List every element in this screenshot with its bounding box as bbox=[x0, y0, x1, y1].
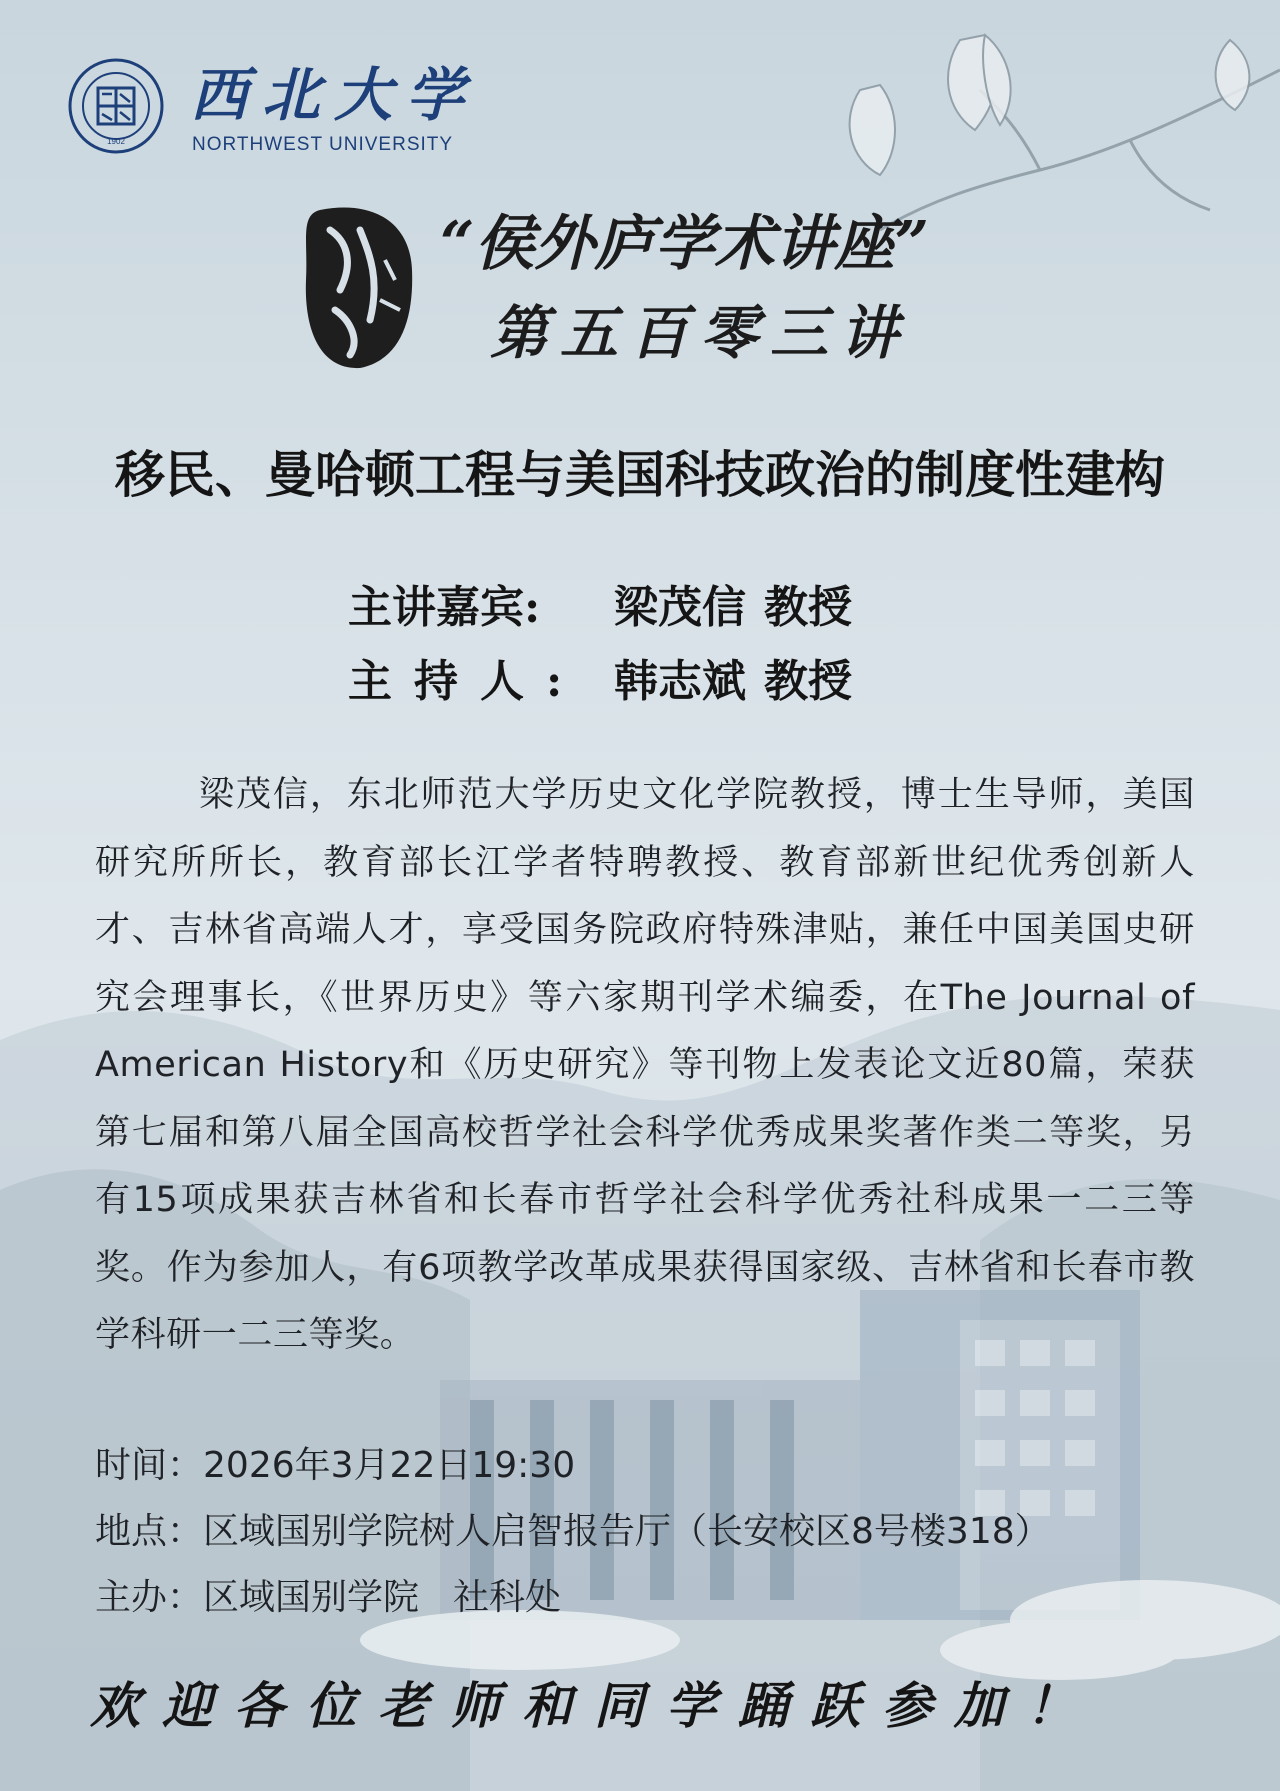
place-label: 地点： bbox=[95, 1511, 204, 1552]
organizer-2: 社科处 bbox=[453, 1577, 562, 1618]
host-name: 韩志斌 bbox=[614, 656, 746, 707]
university-seal-icon bbox=[68, 58, 164, 154]
time-label: 时间： bbox=[95, 1445, 204, 1486]
place-value: 区域国别学院树人启智报告厅（长安校区8号楼318） bbox=[203, 1511, 1051, 1552]
lecture-series-number: 第五百零三讲 bbox=[489, 299, 910, 367]
organizer-1: 区域国别学院 bbox=[203, 1577, 420, 1618]
welcome-message: 欢迎各位老师和同学踊跃参加！ bbox=[90, 1676, 1098, 1735]
seal-year: 1902 bbox=[107, 137, 125, 146]
university-logo bbox=[68, 58, 488, 158]
university-name-en: NORTHWEST UNIVERSITY bbox=[192, 134, 454, 155]
time-value: 2026年3月22日19:30 bbox=[203, 1445, 576, 1486]
place-line bbox=[95, 1502, 1215, 1562]
organizer-line bbox=[95, 1568, 1215, 1628]
speaker-bio: 梁茂信，东北师范大学历史文化学院教授，博士生导师，美国研究所所长，教育部长江学者特聘教授、教育部新世纪优秀创新人才、吉林省高端人才，享受国务院政府特殊津贴，兼任中国美国史研究会理事长，《世界历史》等六家期刊学术编委，在The Journal of American History和《历史研究》等刊物上发表论文近80篇，荣获第七届和第八届全国高校哲学社会科学优秀成果奖著作类二等奖，另有15项成果获吉林省和长春市哲学社会科学优秀社科成果一二三等奖。作为参加人，有6项教学改革成果获得国家级、吉林省和长春市教学科研一二三等奖。 bbox=[95, 775, 1195, 1355]
host-label: 主持人: bbox=[348, 656, 585, 707]
speaker-line bbox=[348, 578, 948, 638]
university-name-cn: 西北大学 bbox=[190, 61, 479, 129]
speaker-name: 梁茂信 bbox=[614, 582, 746, 633]
time-line bbox=[95, 1436, 1215, 1496]
host-line bbox=[348, 652, 948, 712]
host-title: 教授 bbox=[764, 656, 852, 707]
speaker-label: 主讲嘉宾: bbox=[348, 582, 541, 633]
lecture-series-seal-icon bbox=[300, 200, 418, 370]
lecture-title: 移民、曼哈顿工程与美国科技政治的制度性建构 bbox=[115, 445, 1165, 504]
organizer-label: 主办： bbox=[95, 1577, 204, 1618]
speaker-title: 教授 bbox=[764, 582, 852, 633]
lecture-series-title: “侯外庐学术讲座” bbox=[440, 209, 930, 279]
